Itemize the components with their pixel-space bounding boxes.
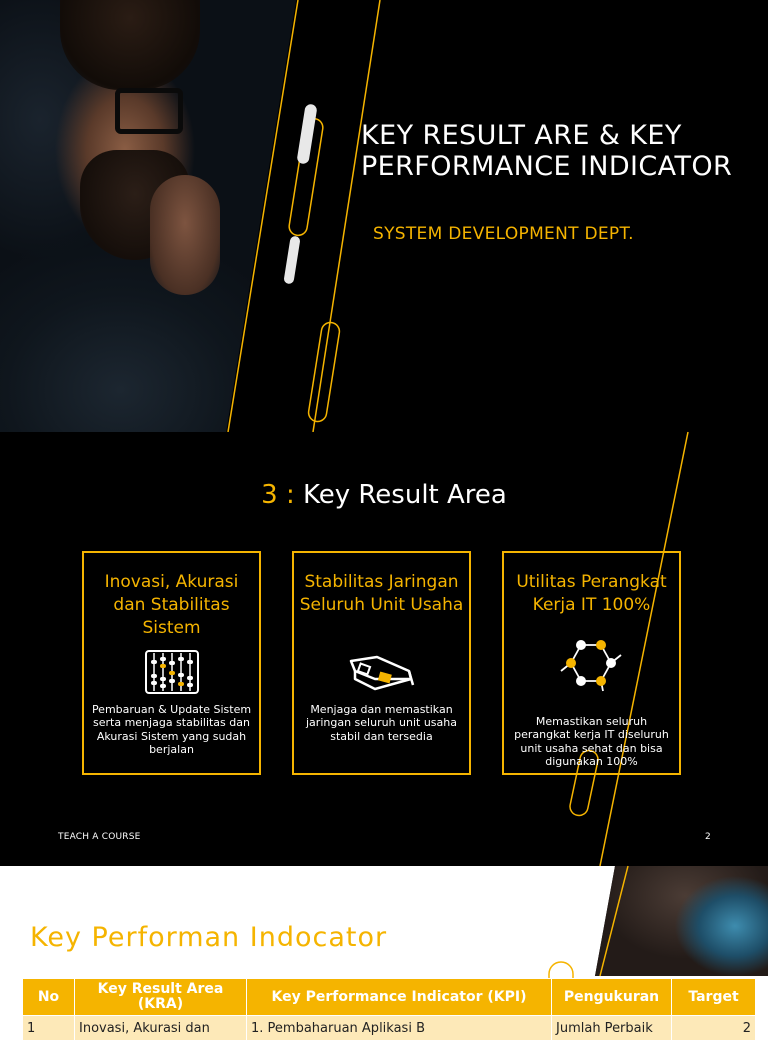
table-header-row	[23, 979, 756, 1016]
decorative-lines	[0, 0, 768, 432]
column-header-pengukuran: Pengukuran	[552, 979, 672, 1016]
page-number: 2	[705, 832, 711, 842]
abacus-icon	[144, 649, 200, 699]
slide-heading	[0, 480, 768, 510]
column-header-no: No	[23, 979, 75, 1016]
heading-number: 3 :	[261, 480, 295, 510]
column-header-kra: Key Result Area (KRA)	[75, 979, 247, 1016]
title-slide	[0, 0, 768, 432]
key-result-area-slide	[0, 432, 768, 866]
kra-card-description: Memastikan seluruh perangkat kerja IT diseluruh unit usaha sehat dan bisa digunakan 100%	[514, 715, 669, 769]
table-cell: 1. Pembaharuan Aplikasi B	[247, 1016, 552, 1041]
column-header-kpi: Key Performance Indicator (KPI)	[247, 979, 552, 1016]
kpi-slide-title: Key Performan Indocator	[30, 922, 388, 953]
kra-card-2	[292, 551, 471, 775]
kra-card-3	[502, 551, 681, 775]
kra-card-title: Inovasi, Akurasi dan Stabilitas Sistem	[104, 572, 239, 638]
3d-glasses-icon	[347, 649, 417, 699]
presentation-title: KEY RESULT ARE & KEY PERFORMANCE INDICATOR	[361, 120, 733, 182]
table-cell: 2	[672, 1016, 756, 1041]
table-cell: Inovasi, Akurasi dan	[75, 1016, 247, 1041]
column-header-target: Target	[672, 979, 756, 1016]
footer-label: TEACH A COURSE	[58, 832, 141, 842]
kpi-table	[22, 978, 756, 1041]
kra-card-description: Menjaga dan memastikan jaringan seluruh unit usaha stabil dan tersedia	[306, 703, 457, 743]
kra-card-description: Pembaruan & Update Sistem serta menjaga stabilitas dan Akurasi Sistem yang sudah berjalan	[91, 703, 252, 757]
kra-card-1	[82, 551, 261, 775]
kra-card-title: Utilitas Perangkat Kerja IT 100%	[516, 572, 667, 615]
network-hexagon-icon	[559, 635, 625, 699]
presentation-subtitle: SYSTEM DEVELOPMENT DEPT.	[373, 224, 634, 244]
heading-text: Key Result Area	[294, 480, 507, 510]
table-cell: Jumlah Perbaik	[552, 1016, 672, 1041]
table-cell: 1	[23, 1016, 75, 1041]
kra-card-title: Stabilitas Jaringan Seluruh Unit Usaha	[299, 572, 464, 615]
kpi-slide	[0, 866, 768, 1036]
table-row	[23, 1016, 756, 1041]
